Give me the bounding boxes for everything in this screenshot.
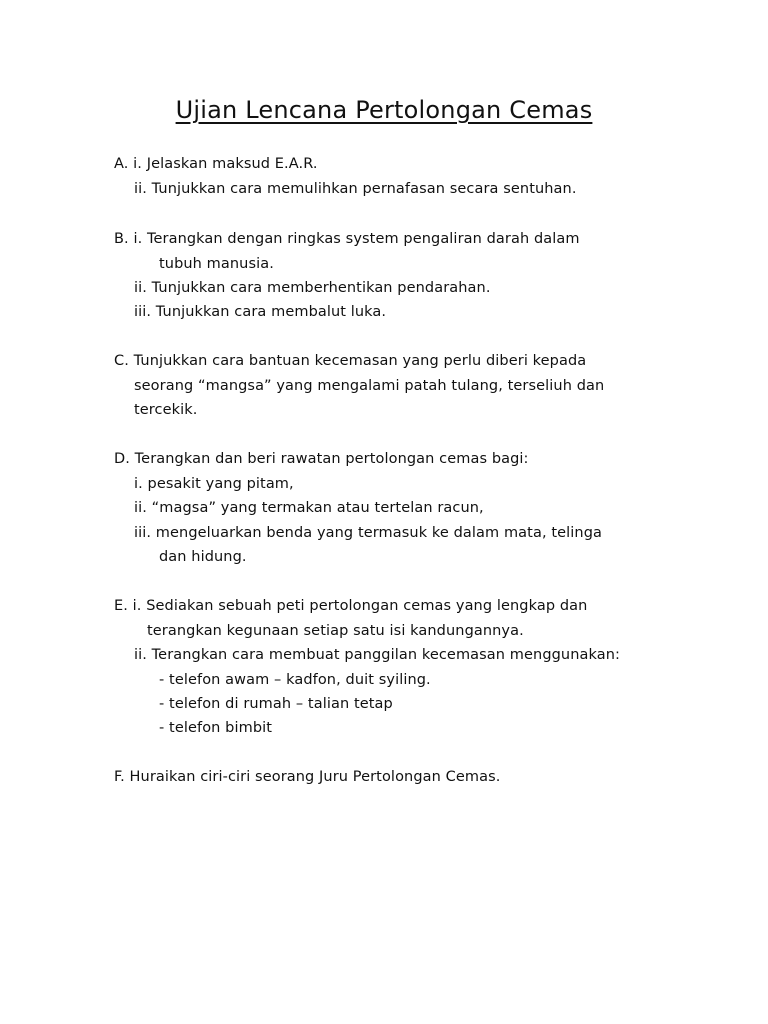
question-d: D. Terangkan dan beri rawatan pertolongan cemas bagi: bbox=[114, 451, 529, 467]
question-b-iii: iii. Tunjukkan cara membalut luka. bbox=[134, 304, 387, 320]
question-e-ii-option-2: - telefon di rumah – talian tetap bbox=[159, 696, 393, 712]
question-d-i: i. pesakit yang pitam, bbox=[134, 476, 294, 492]
question-f: F. Huraikan ciri-ciri seorang Juru Pertolongan Cemas. bbox=[114, 769, 501, 785]
question-e-i-continued: terangkan kegunaan setiap satu isi kandungannya. bbox=[147, 623, 524, 639]
page-title: Ujian Lencana Pertolongan Cemas bbox=[175, 96, 593, 124]
question-b-i-continued: tubuh manusia. bbox=[159, 256, 274, 272]
question-c: C. Tunjukkan cara bantuan kecemasan yang perlu diberi kepada bbox=[114, 353, 587, 369]
question-b-ii: ii. Tunjukkan cara memberhentikan pendarahan. bbox=[134, 280, 491, 296]
question-d-ii: ii. “magsa” yang termakan atau tertelan racun, bbox=[134, 500, 484, 516]
question-c-continued-1: seorang “mangsa” yang mengalami patah tulang, terseliuh dan bbox=[134, 378, 605, 394]
question-e-ii: ii. Terangkan cara membuat panggilan kecemasan menggunakan: bbox=[134, 647, 620, 663]
question-c-continued-2: tercekik. bbox=[134, 402, 198, 418]
question-e-ii-option-3: - telefon bimbit bbox=[159, 720, 273, 736]
question-a-ii: ii. Tunjukkan cara memulihkan pernafasan secara sentuhan. bbox=[134, 181, 577, 197]
question-e-i: E. i. Sediakan sebuah peti pertolongan cemas yang lengkap dan bbox=[114, 598, 588, 614]
question-b-i: B. i. Terangkan dengan ringkas system pengaliran darah dalam bbox=[114, 231, 580, 247]
question-d-iii-continued: dan hidung. bbox=[159, 549, 247, 565]
question-e-ii-option-1: - telefon awam – kadfon, duit syiling. bbox=[159, 672, 431, 688]
question-d-iii: iii. mengeluarkan benda yang termasuk ke dalam mata, telinga bbox=[134, 525, 603, 541]
question-a-i: A. i. Jelaskan maksud E.A.R. bbox=[114, 156, 318, 172]
